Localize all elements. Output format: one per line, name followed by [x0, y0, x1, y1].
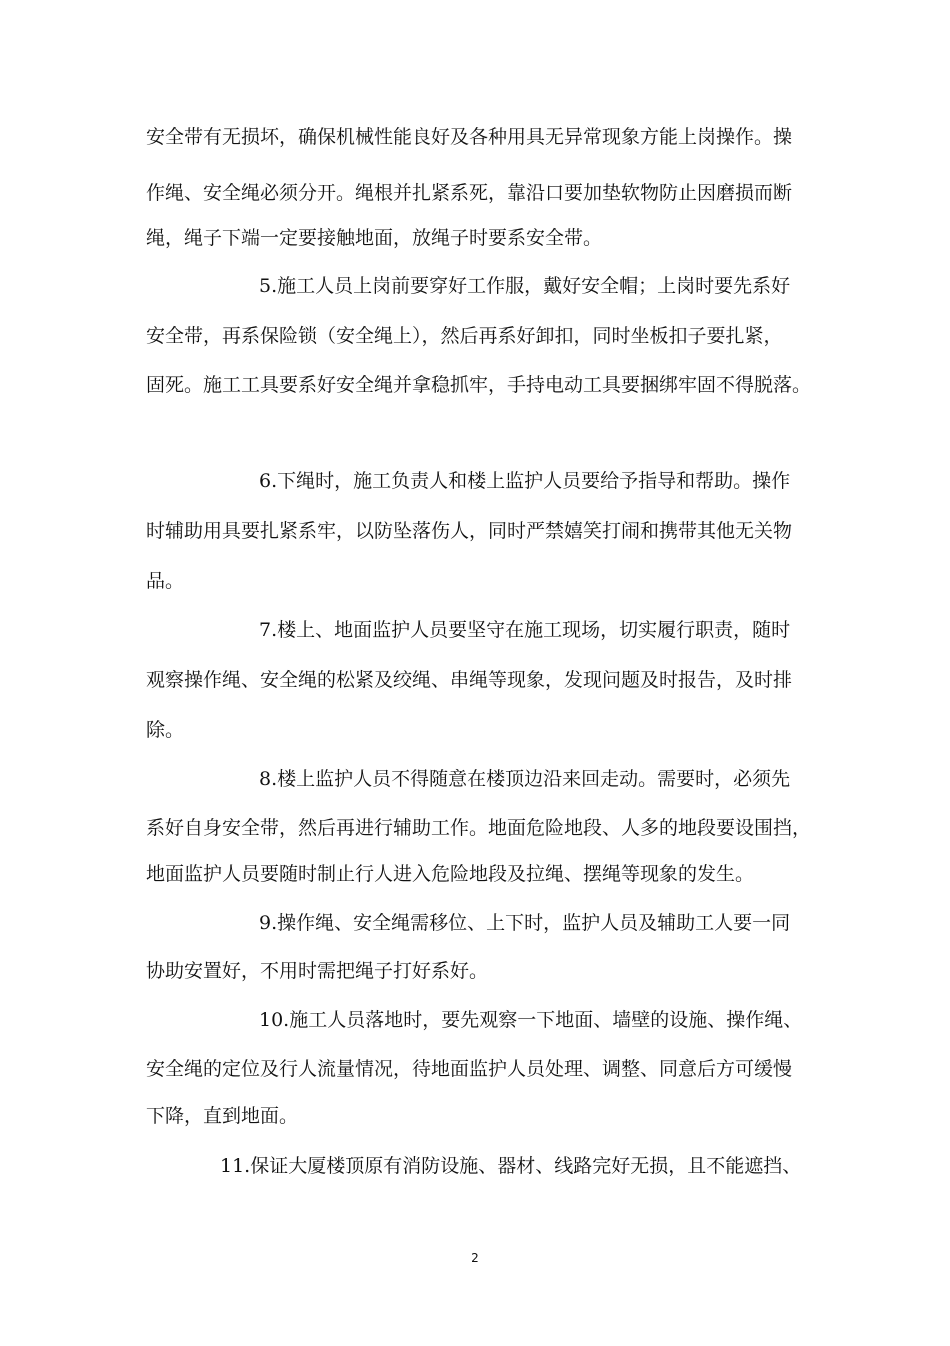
- text-line: 下降，直到地面。: [146, 1105, 299, 1127]
- page-number: 2: [471, 1251, 479, 1265]
- text-line: 协助安置好，不用时需把绳子打好系好。: [146, 960, 489, 982]
- text-line: 时辅助用具要扎紧系牢，以防坠落伤人，同时严禁嬉笑打闹和携带其他无关物: [146, 520, 793, 542]
- text-line: 观察操作绳、安全绳的松紧及绞绳、串绳等现象，发现问题及时报告，及时排: [146, 669, 793, 691]
- text-line: 除。: [146, 719, 185, 741]
- text-line: 安全带有无损坏，确保机械性能良好及各种用具无异常现象方能上岗操作。操: [146, 126, 793, 148]
- text-line: 安全带，再系保险锁（安全绳上），然后再系好卸扣，同时坐板扣子要扎紧，: [146, 325, 783, 347]
- text-line: 系好自身安全带，然后再进行辅助工作。地面危险地段、人多的地段要设围挡，: [146, 817, 812, 839]
- text-line: 6.下绳时，施工负责人和楼上监护人员要给予指导和帮助。操作: [259, 470, 791, 492]
- text-line: 作绳、安全绳必须分开。绳根并扎紧系死，靠沿口要加垫软物防止因磨损而断: [146, 182, 793, 204]
- text-line: 10.施工人员落地时，要先观察一下地面、墙壁的设施、操作绳、: [259, 1009, 803, 1031]
- text-line: 9.操作绳、安全绳需移位、上下时，监护人员及辅助工人要一同: [259, 912, 791, 934]
- text-line: 绳，绳子下端一定要接触地面，放绳子时要系安全带。: [146, 227, 603, 249]
- text-line: 8.楼上监护人员不得随意在楼顶边沿来回走动。需要时，必须先: [259, 768, 791, 790]
- text-line: 7.楼上、地面监护人员要坚守在施工现场，切实履行职责，随时: [259, 619, 791, 641]
- text-line: 品。: [146, 570, 185, 592]
- text-line: 安全绳的定位及行人流量情况，待地面监护人员处理、调整、同意后方可缓慢: [146, 1058, 793, 1080]
- text-line: 11.保证大厦楼顶原有消防设施、器材、线路完好无损，且不能遮挡、: [220, 1155, 802, 1177]
- text-line: 地面监护人员要随时制止行人进入危险地段及拉绳、摆绳等现象的发生。: [146, 863, 755, 885]
- text-line: 5.施工人员上岗前要穿好工作服，戴好安全帽；上岗时要先系好: [259, 275, 791, 297]
- text-line: 固死。施工工具要系好安全绳并拿稳抓牢，手持电动工具要捆绑牢固不得脱落。: [146, 374, 812, 396]
